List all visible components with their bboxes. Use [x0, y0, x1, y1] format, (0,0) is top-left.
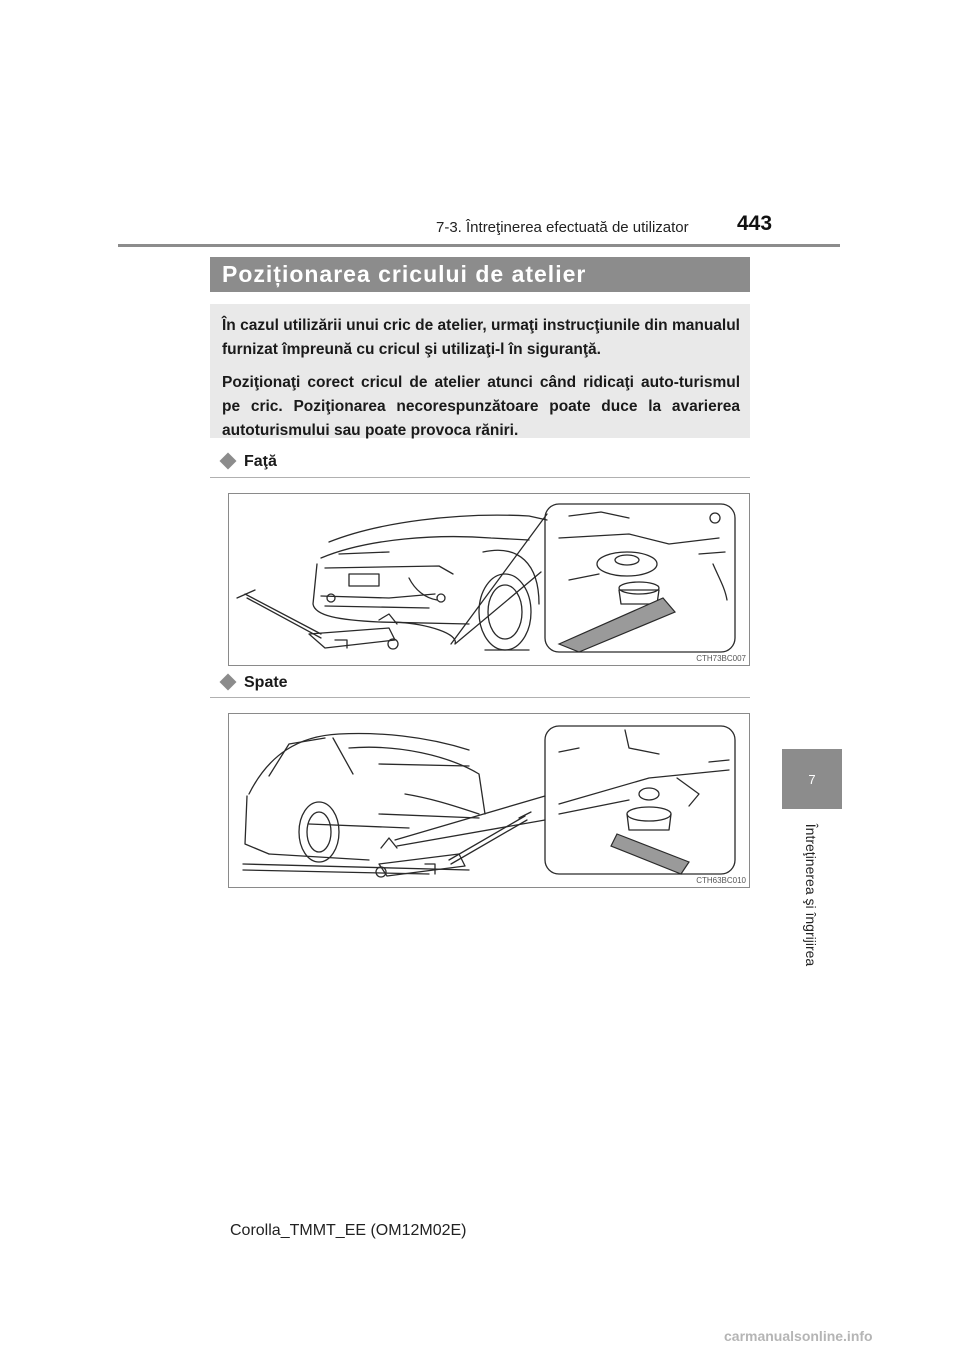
figure-front-jack [228, 493, 750, 666]
diamond-bullet-icon [220, 674, 237, 691]
intro-paragraph-2: Poziţionaţi corect cricul de atelier atunci când ridicaţi auto-turismul pe cric. Poziţionarea necorespunzătoare poate duce la avarierea autoturismului sau poate provoca răniri. [222, 374, 740, 439]
intro-paragraph-1: În cazul utilizării unui cric de atelier, urmaţi instrucţiunile din manualul furnizat împreună cu cricul şi utilizaţi-l în siguranţă. [222, 317, 740, 358]
subheading-rear-text: Spate [244, 674, 288, 691]
diamond-bullet-icon [220, 453, 237, 470]
section-title: Poziționarea cricului de atelier [210, 257, 750, 292]
running-header-section: 7-3. Întreţinerea efectuată de utilizator [436, 219, 689, 236]
watermark: carmanualsonline.info [724, 1328, 873, 1344]
chapter-side-label-text: Întreţinerea şi îngrijirea [803, 823, 819, 967]
figure-rear-jack [228, 713, 750, 888]
subheading-front [222, 453, 750, 471]
rear-jack-illustration [229, 714, 749, 887]
chapter-side-label [799, 820, 823, 970]
subheading-front-rule [210, 477, 750, 478]
front-jack-illustration [229, 494, 749, 665]
subheading-rear-rule [210, 697, 750, 698]
header-divider [118, 244, 840, 247]
footer-model-code: Corolla_TMMT_EE (OM12M02E) [230, 1222, 467, 1239]
chapter-tab: 7 [782, 749, 842, 809]
page-number: 443 [737, 212, 773, 235]
intro-box [210, 304, 750, 438]
figure-rear-code: CTH63BC010 [696, 876, 746, 885]
figure-front-code: CTH73BC007 [696, 654, 746, 663]
subheading-rear [222, 674, 750, 692]
subheading-front-text: Faţă [244, 453, 277, 470]
